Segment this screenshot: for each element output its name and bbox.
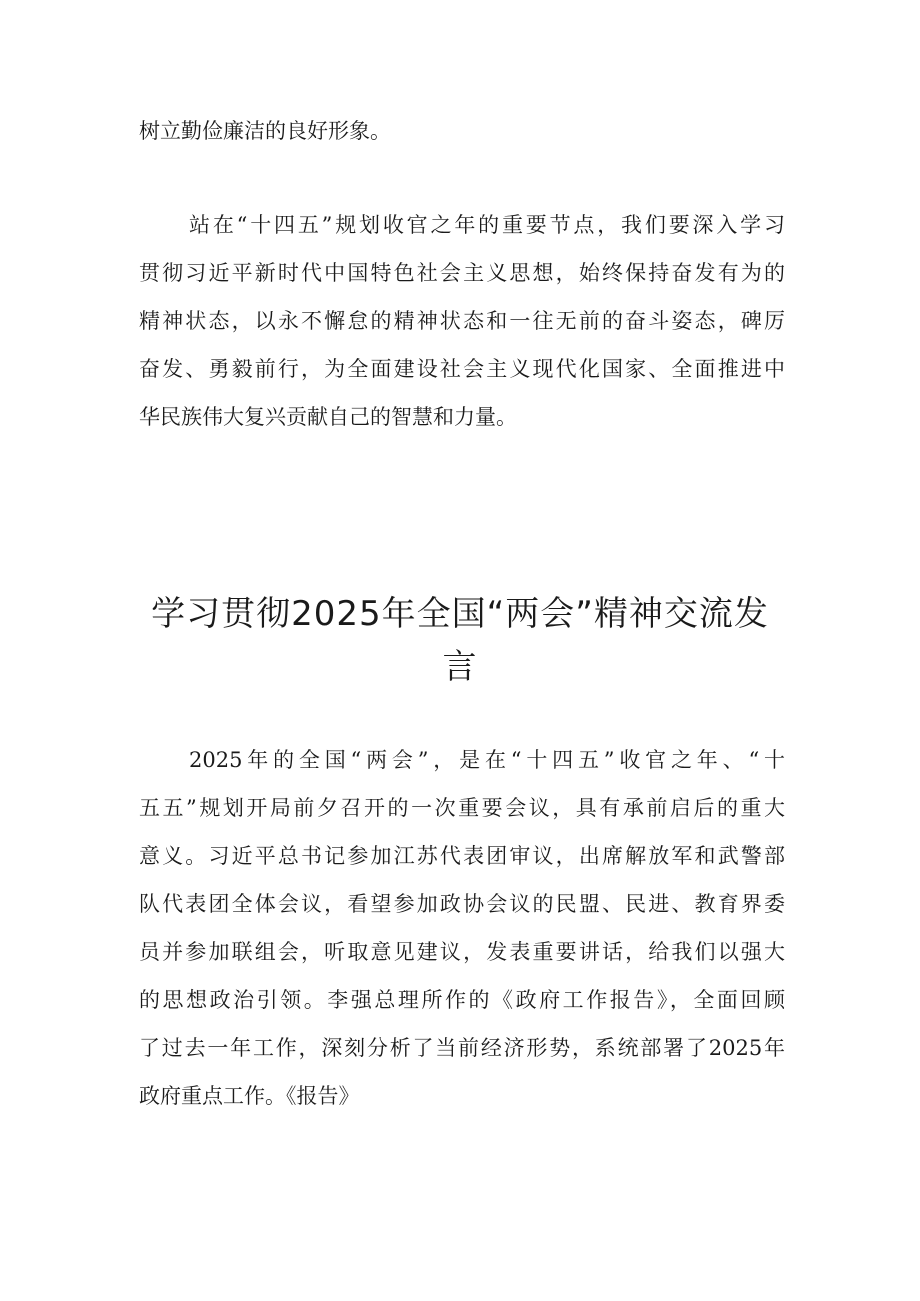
paragraph-line: 员并参加联组会，听取意见建议，发表重要讲话，给我们以强大 <box>139 940 785 964</box>
paragraph-line: 五五”规划开局前夕召开的一次重要会议，具有承前启后的重大 <box>139 796 785 820</box>
paragraph-line: 的思想政治引领。李强总理所作的《政府工作报告》，全面回顾 <box>139 988 785 1012</box>
paragraph-line: 了过去一年工作，深刻分析了当前经济形势，系统部署了2025年 <box>139 1036 785 1060</box>
article-title-continued: 言 <box>442 647 478 687</box>
paragraph-line: 站在“十四五”规划收官之年的重要节点，我们要深入学习 <box>189 213 785 237</box>
paragraph-line: 贯彻习近平新时代中国特色社会主义思想，始终保持奋发有为的 <box>139 261 785 285</box>
paragraph-line: 政府重点工作。《报告》 <box>139 1084 360 1108</box>
article-title: 学习贯彻2025年全国“两会”精神交流发 <box>151 594 769 634</box>
paragraph-line: 奋发、勇毅前行，为全面建设社会主义现代化国家、全面推进中 <box>139 357 785 381</box>
paragraph-line: 树立勤俭廉洁的良好形象。 <box>139 119 391 143</box>
paragraph-line: 精神状态，以永不懈怠的精神状态和一往无前的奋斗姿态，碑厉 <box>139 309 785 333</box>
paragraph-line: 意义。习近平总书记参加江苏代表团审议，出席解放军和武警部 <box>139 844 785 868</box>
paragraph-line: 2025年的全国“两会”，是在“十四五”收官之年、“十 <box>189 748 785 772</box>
paragraph-line: 队代表团全体会议，看望参加政协会议的民盟、民进、教育界委 <box>139 892 785 916</box>
paragraph-line: 华民族伟大复兴贡献自己的智慧和力量。 <box>139 405 517 429</box>
